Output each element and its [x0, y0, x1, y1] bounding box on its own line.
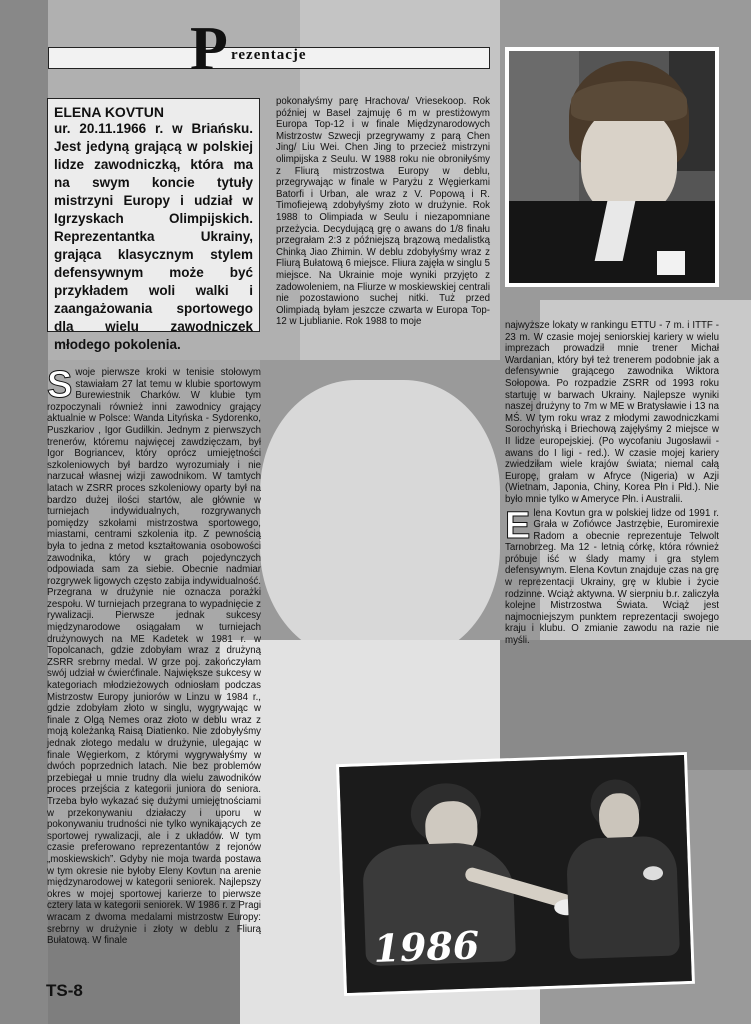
- section-header-title: rezentacje: [231, 47, 307, 63]
- intro-box: [47, 98, 260, 352]
- column-middle-text: pokonałyśmy parę Hrachova/ Vriesekoop. Rok później w Basel zajmuję 6 m w prestiżowym Europa Top-12 i w finale Międzynarodowych Mistrzostw Szwecji przegrywamy z parą Chen Jing/ Liu Wei. Chen Jing to przecież mistrzyni olimpijska z Seulu. W 1988 roku nie obroniłyśmy z Fliurą mistrzostwa Europy w deblu, przegrywając w finale w Paryżu z Węgierkami Batorfi i Urban, ale wraz z V. Popową i R. Timofiejewą zdobyłyśmy złoto w drużynie. Rok 1988 to Olimpiada w Seulu i niezapomniane przeżycia. Decydującą grę o awans do 1/8 finału przegrałam 2:3 z późniejszą brązową medalistką Chinką Jiao Zhimin. W deblu zdobyłyśmy wraz z Fliurą Bułatową 6 miejsce. Fliura zajęła w singlu 5 miejsce. Na Ukrainie moje wyniki przyjęto z zadowoleniem, na Fliurze w moskiewskiej centrali nie pozostawiono suchej nitki. Tuż przed Olimpiadą byłam jeszcze czwarta w Europa Top-12 w Ljublianie. Rok 1988 to moje: [276, 96, 490, 328]
- page-number: TS-8: [46, 981, 83, 1000]
- section-header-initial: P: [190, 15, 228, 83]
- column-right-text: najwyższe lokaty w rankingu ETTU - 7 m. i ITTF - 23 m. W czasie mojej seniorskiej kariery w wielu imprezach prowadził mnie trener Michał Wardanian, który był też trenerem podobnie jak a defensywnie grającego zawodnika Wiktora Sołopowa. Po rozpadzie ZSRR od 1993 roku startuję w barwach Ukrainy. Najlepsze wyniki naszej drużyny to 7m w ME w Bratysławie i 13 na MŚ. W tym roku wraz z młodymi zawodniczkami Sorochyńską i Briechową zajęłyśmy 2 miejsce w II lidze europejskiej. (Po wycofaniu Jugosławii - awans do I ligi - red.). W czasie mojej kariery zwiedziłam wiele krajów świata; niemal całą Europę, grałam w Afryce (Nigeria) w Azji (Wietnam, Japonia, Chiny, Korea Płn i Płd.). Nie było mnie tylko w Ameryce Płn. i Australii.: [505, 320, 719, 505]
- column-left-text: woje pierwsze kroki w tenisie stołowym stawiałam 27 lat temu w klubie sportowym Burewiestnik Charków. W klubie tym rozpoczynali również inni zawodnicy grający aktualnie w Polsce: Wanda Lityńska - Sydorenko, Puszkariov , Igor Gudilkin. Jednym z pierwszych trenerów, któremu najwięcej zawdzięczam, był Igor Bogriancev, który oprócz umiejętności szkoleniowych był bardzo wyrozumiały i nie narzucał własnej wizji zawodnikom. W tamtych latach w ZSRR proces szkoleniowy oparty był na bardzo dużej ilości startów, ale głównie w turniejach indywidualnych, rozgrywanych pomiędzy szkołami mistrzostwa sportowego, miastami, centrami szkolenia itp. Z pewnością była to jedna z metod kształtowania osobowości zawodnika, który w grach pojedynczych odpowiada sam za siebie. Obecnie nadmiar rozgrywek ligowych często zabija indywidualność. Przegrana w drużynie nie oznacza porażki zespołu. W turniejach przegrana to wypadnięcie z rywalizacji. Pierwsze jednak sukcesy międzynarodowe osiągałam w turniejach drużynowych na ME Kadetek w 1981 r. w Topolcanach, gdzie zdobyłam wraz z drużyną ZSRR srebrny medal. W grze poj. zakończyłam swój udział w ćwierćfinale. Największe sukcesy w kategoriach młodzieżowych odniosłam podczas Mistrzostw Europy juniorów w Linzu w 1984 r., gdzie zdobyłam złoto w singlu, wygrywając w finale z Olgą Nemes oraz złoto w deblu wraz z moją koleżanką Raisą Diatienko. Nie zdobyłyśmy jednak złotego medalu w drużynie, ulegając w finale Węgierkom, z którymi wygrywałyśmy w dwóch poprzednich latach. Nie bez problemów przebiegał u mnie trudny dla wielu zawodników proces przejścia z kategorii juniora do seniora. Trzeba było wykazać się dużymi umiejętnościami w przekonywaniu działaczy i uporu w pokonywaniu trudności nie tylko wynikających ze sportowej rywalizacji, ale i z układów. W tym czasie preferowano reprezentantów z rejonów „moskiewskich”. Gdyby nie moja twarda postawa w tym okresie nie byłoby Eleny Kovtun na arenie międzynarodowej w kategorii seniorek. Najlepszy okres w mojej sportowej karierze to pierwsze cztery lata w kategorii seniorek. W 1986 r. z Pragi wracam z dwoma medalami mistrzostw Europy: srebrny w drużynie i złoty w deblu z Fliurą Bułatową. W finale: [47, 367, 261, 947]
- intro-lead: ur. 20.11.1966 r. w Briańsku. Jest jedyną grającą w polskiej lidze zawodniczką, która ma na swym koncie tytuły mistrzyni Europy i udział w Igrzyskach Olimpijskich. Reprezentantka Ukrainy, grająca klasycznym stylem defensywnym może być przykładem woli walki i zaangażowania sportowego dla wielu zawodniczek młodego pokolenia.: [54, 121, 253, 352]
- dropcap-s: S: [47, 364, 73, 406]
- dropcap-e: E: [505, 504, 531, 547]
- photo-year-caption: 1986: [372, 922, 480, 971]
- article-column-left: [47, 364, 261, 947]
- player-name: ELENA KOVTUN: [54, 104, 164, 120]
- article-column-middle: [276, 96, 490, 328]
- article-column-right: [505, 320, 719, 647]
- portrait-photo: [505, 47, 719, 287]
- match-photo-1986: [336, 752, 695, 996]
- column-right-text-2: lena Kovtun gra w polskiej lidze od 1991 r. Grała w Zofiówce Jastrzębie, Euromirexie Radom a obecnie reprezentuje Telwolt Tarnobrzeg. Ma 12 - letnią córkę, która również próbuje iść w ślady mamy i gra stylem defensywnym. Elena Kovtun znajduje czas na grę w reprezentacji Ukrainy, grę w klubie i życie rodzinne. Wciąż aktywna. W sierpniu b.r. zaliczyła kolejne Mistrzostwa Świata. Wciąż jest najmocniejszym punktem reprezentacji swojego kraju i klubu. O zmianie zawodu na razie nie myśli.: [505, 507, 719, 647]
